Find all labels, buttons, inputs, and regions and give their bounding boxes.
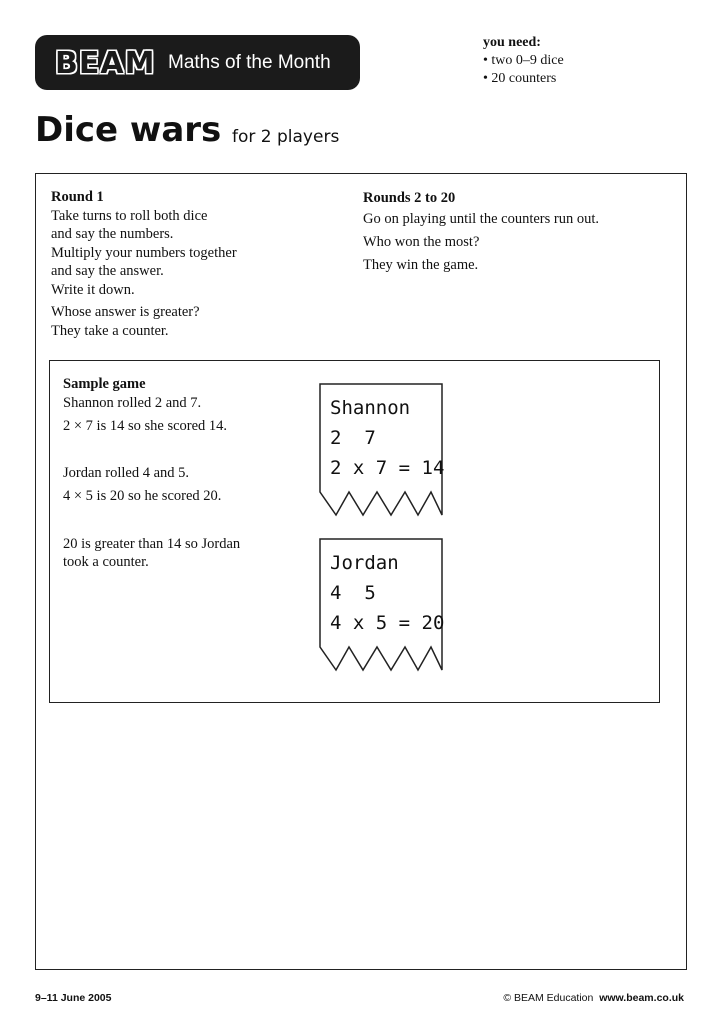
round1-heading: Round 1: [51, 189, 104, 205]
ticket-sum: 2 x 7 = 14: [330, 457, 445, 479]
round1-line: and say the answer.: [51, 263, 164, 279]
sample-line: Shannon rolled 2 and 7.: [63, 395, 202, 411]
ticket-rolls: 2 7: [330, 427, 376, 449]
sample-line: Jordan rolled 4 and 5.: [63, 465, 190, 481]
sample-heading: Sample game: [63, 376, 146, 392]
banner-title: Maths of the Month: [168, 52, 331, 73]
round1-line: Take turns to roll both dice: [51, 207, 208, 224]
footer-copyright: © BEAM Education: [503, 992, 594, 1004]
rounds2-line: They win the game.: [363, 257, 479, 273]
footer-credits: [503, 992, 684, 1004]
ticket-rolls: 4 5: [330, 582, 376, 604]
rounds2-line: Go on playing until the counters run out.: [363, 211, 599, 227]
sample-line: took a counter.: [63, 554, 149, 570]
footer-website[interactable]: www.beam.co.uk: [599, 992, 684, 1004]
round1-line: They take a counter.: [51, 322, 169, 339]
round1-line: Multiply your numbers together: [51, 244, 237, 261]
you-need-list: [483, 52, 564, 88]
you-need-title: you need:: [483, 35, 541, 50]
sample-line: 20 is greater than 14 so Jordan: [63, 536, 241, 552]
rounds2-heading: Rounds 2 to 20: [363, 190, 456, 206]
round1-line: Whose answer is greater?: [51, 304, 200, 320]
sample-line: 4 × 5 is 20 so he scored 20.: [63, 488, 222, 504]
page-subtitle: for 2 players: [232, 127, 340, 147]
ticket-player-name: Shannon: [330, 397, 411, 419]
you-need-item: • 20 counters: [483, 70, 564, 88]
sample-line: 2 × 7 is 14 so she scored 14.: [63, 418, 228, 434]
rounds2-line: Who won the most?: [363, 234, 480, 250]
round1-section: [51, 188, 237, 340]
header-banner: [35, 35, 360, 90]
score-ticket: [319, 538, 443, 670]
ticket-player-name: Jordan: [330, 552, 399, 574]
rounds2-section: [363, 188, 599, 277]
score-ticket: [319, 383, 443, 515]
round1-line: Write it down.: [51, 281, 135, 298]
you-need-box: [483, 34, 564, 88]
you-need-item: • two 0–9 dice: [483, 52, 564, 70]
footer-date: 9–11 June 2005: [35, 992, 112, 1004]
round1-line: and say the numbers.: [51, 226, 174, 242]
page-title: Dice wars: [35, 110, 222, 150]
beam-logo: BEAM: [55, 46, 156, 81]
ticket-sum: 4 x 5 = 20: [330, 612, 445, 634]
